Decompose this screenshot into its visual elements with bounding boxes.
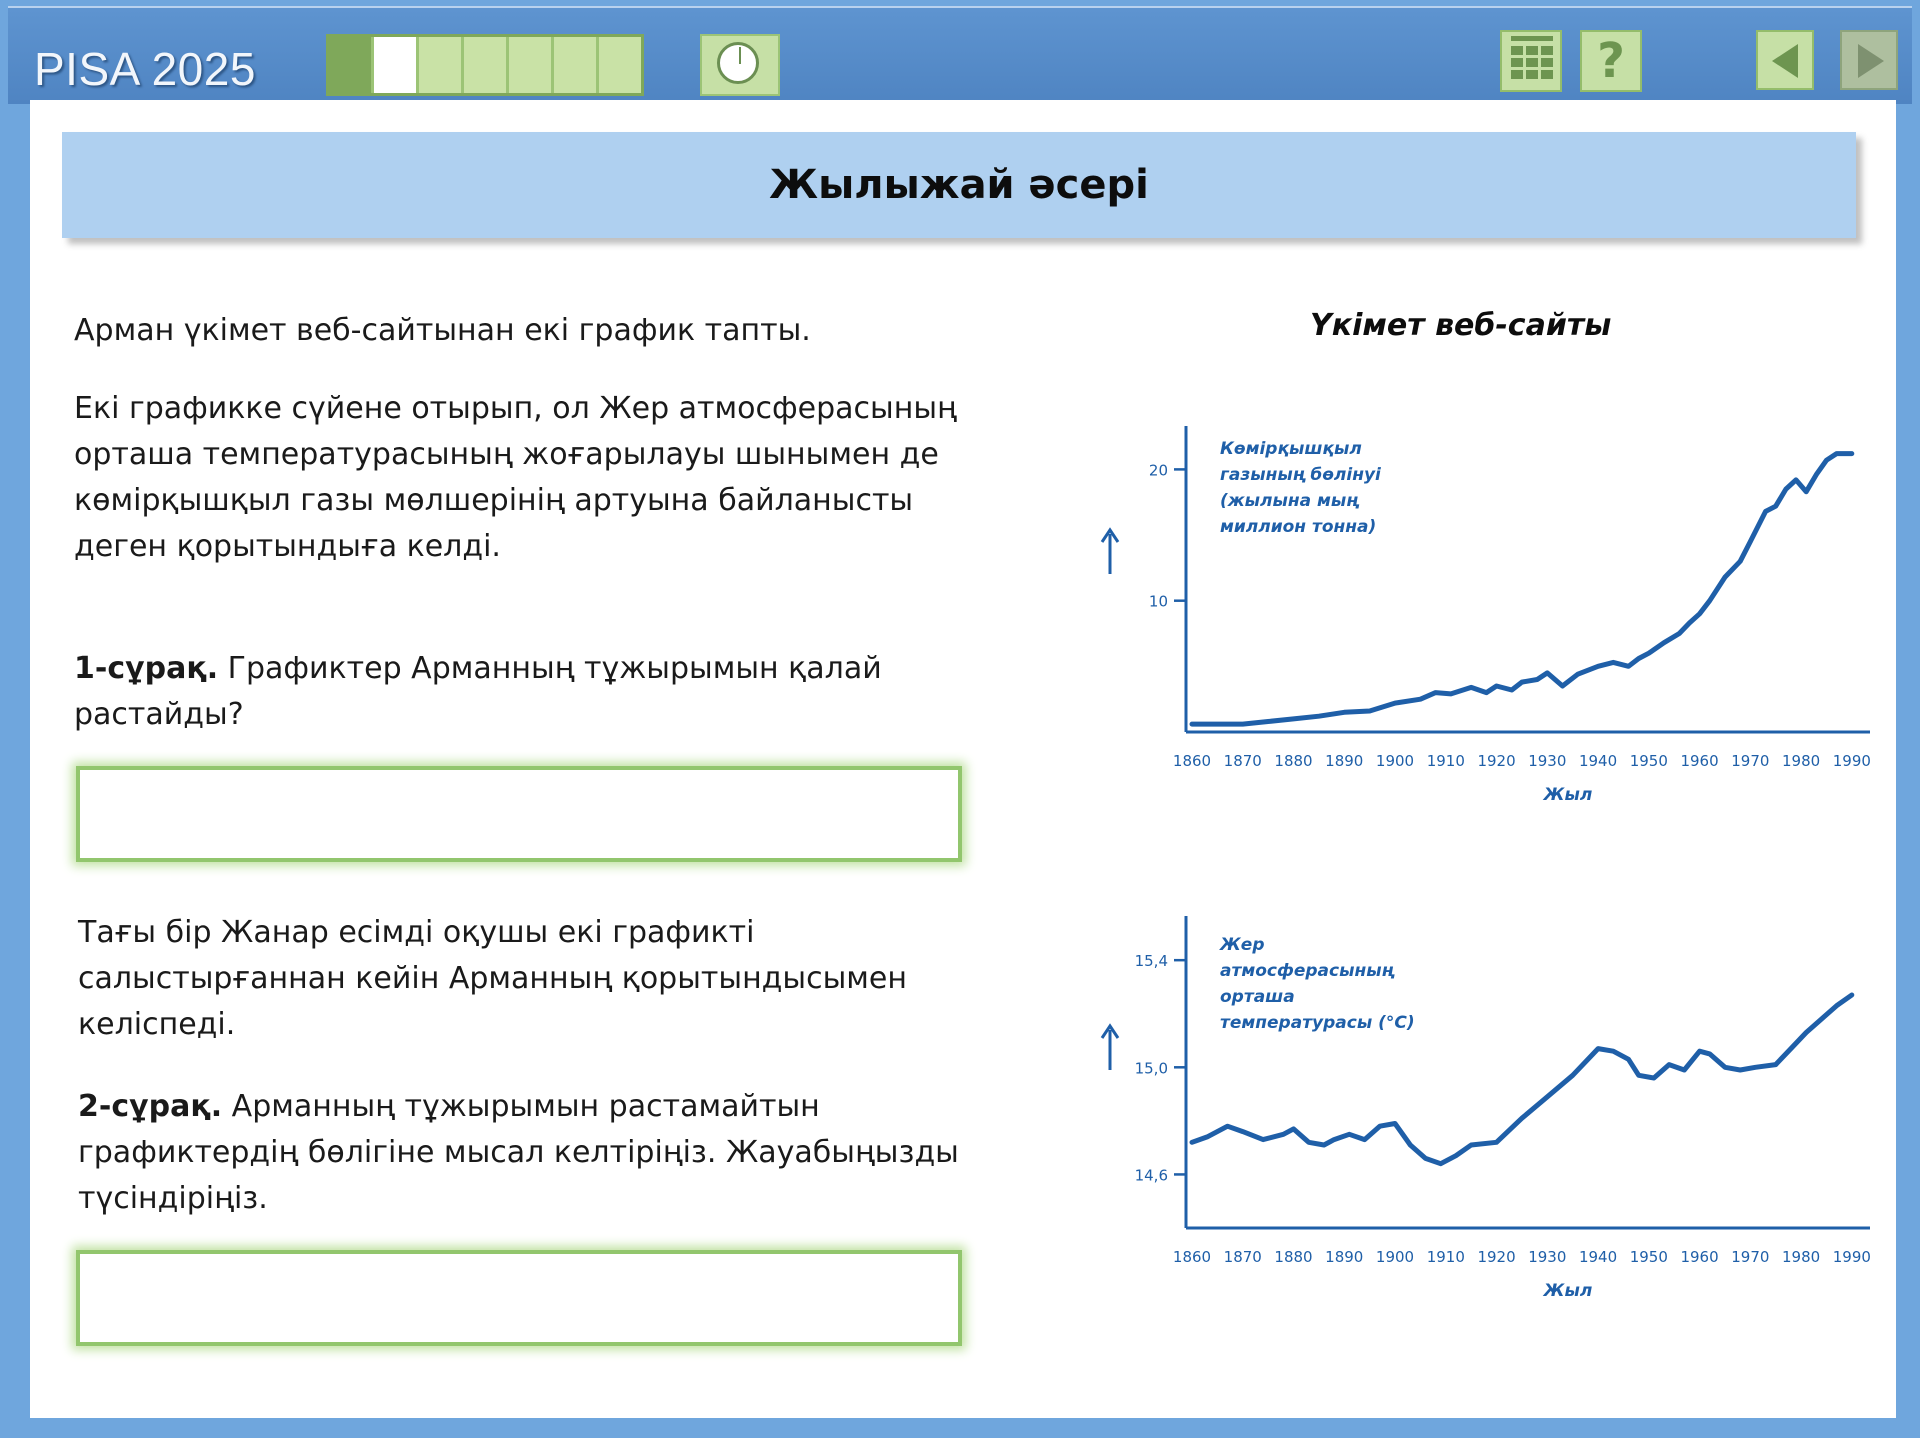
co2-emissions-chart [1070,420,1900,830]
arrow-left-icon [1772,44,1798,78]
y-tick-label: 15,0 [1134,1059,1168,1078]
x-tick-label: 1910 [1426,1248,1465,1266]
x-axis-label: Жыл [1543,785,1593,805]
progress-indicator [326,34,644,96]
answer-box-2[interactable] [76,1250,962,1346]
x-tick-label: 1990 [1832,1248,1871,1266]
content-panel [30,100,1896,1418]
website-title: Үкімет веб-сайты [1310,308,1612,343]
x-tick-label: 1940 [1578,752,1618,770]
x-axis-label: Жыл [1543,1281,1593,1301]
help-button[interactable] [1580,30,1642,92]
x-tick-label: 1970 [1731,1248,1770,1266]
temperature-chart-svg [1070,908,1900,1318]
calculator-button[interactable] [1500,30,1562,92]
x-tick-label: 1940 [1578,1248,1618,1266]
progress-cell-current [374,37,419,93]
x-tick-label: 1910 [1426,752,1465,770]
x-tick-label: 1870 [1223,1248,1262,1266]
back-button[interactable] [1756,30,1814,90]
y-axis-label-line: (жылына мың [1220,491,1359,511]
x-tick-label: 1960 [1680,752,1719,770]
next-button[interactable] [1840,30,1898,90]
y-tick-label: 15,4 [1134,952,1168,971]
clock-icon [717,42,759,84]
question-mark-icon: ? [1597,33,1625,89]
x-tick-label: 1880 [1274,1248,1313,1266]
x-tick-label: 1900 [1375,752,1415,770]
y-tick-label: 20 [1148,461,1168,480]
conclusion-text: Екі графикке сүйене отырып, ол Жер атмосферасының орташа температурасының жоғарылауы шынымен де көмірқышқыл газы мөлшерінің артуына байланысты деген қорытындыға келді. [74,391,957,564]
x-tick-label: 1930 [1528,1248,1567,1266]
intro-text: Арман үкімет веб-сайтынан екі график тапты. [74,313,811,348]
progress-cell [464,37,509,93]
page-title: Жылыжай әсері [769,162,1149,208]
top-toolbar [8,6,1912,104]
progress-cell [554,37,599,93]
timer-button[interactable] [700,34,780,96]
x-tick-label: 1970 [1731,752,1770,770]
x-tick-label: 1860 [1172,1248,1212,1266]
question-2-text: Арманның тұжырымын растамайтын графиктердің бөлігіне мысал келтіріңіз. Жауабыңызды түсіндіріңіз. [78,1089,959,1216]
temperature-chart [1070,908,1900,1318]
answer-box-1[interactable] [76,766,962,862]
x-tick-label: 1920 [1477,752,1516,770]
x-tick-label: 1920 [1477,1248,1516,1266]
x-tick-label: 1990 [1832,752,1871,770]
x-tick-label: 1930 [1528,752,1567,770]
pisa-logo: PISA 2025 [34,43,256,95]
question-2 [78,1084,978,1222]
x-tick-label: 1870 [1223,752,1262,770]
y-axis-label-line: температурасы (°C) [1220,1013,1415,1033]
arrow-right-icon [1858,44,1884,78]
progress-cell [419,37,464,93]
y-axis-label-line: Көмірқышқыл [1220,439,1362,459]
y-axis-label-line: атмосферасының [1220,961,1394,981]
x-tick-label: 1950 [1629,752,1668,770]
x-tick-label: 1880 [1274,752,1313,770]
x-tick-label: 1960 [1680,1248,1719,1266]
progress-cell [599,37,641,93]
x-tick-label: 1860 [1172,752,1212,770]
question-1 [74,646,974,738]
x-tick-label: 1890 [1325,1248,1364,1266]
x-tick-label: 1900 [1375,1248,1415,1266]
unit-title-bar [62,132,1856,238]
question-1-text: Графиктер Арманның тұжырымын қалай растайды? [74,651,882,732]
question-2-label: 2-сұрақ. [78,1089,223,1124]
y-axis-label-line: газының бөлінуі [1220,465,1381,485]
zhanar-text: Тағы бір Жанар есімді оқушы екі графикті салыстырғаннан кейін Арманның қорытындысымен келіспеді. [78,915,907,1042]
x-tick-label: 1980 [1781,1248,1821,1266]
x-tick-label: 1890 [1325,752,1364,770]
y-axis-label-line: Жер [1220,935,1265,955]
question-1-label: 1-сұрақ. [74,651,219,686]
progress-cell [329,37,374,93]
co2-chart-svg [1070,420,1900,830]
progress-cell [509,37,554,93]
y-axis-label-line: миллион тонна) [1220,517,1377,537]
x-tick-label: 1980 [1781,752,1821,770]
y-tick-label: 14,6 [1134,1166,1168,1185]
y-axis-label-line: орташа [1220,987,1295,1007]
x-tick-label: 1950 [1629,1248,1668,1266]
y-tick-label: 10 [1148,592,1168,611]
